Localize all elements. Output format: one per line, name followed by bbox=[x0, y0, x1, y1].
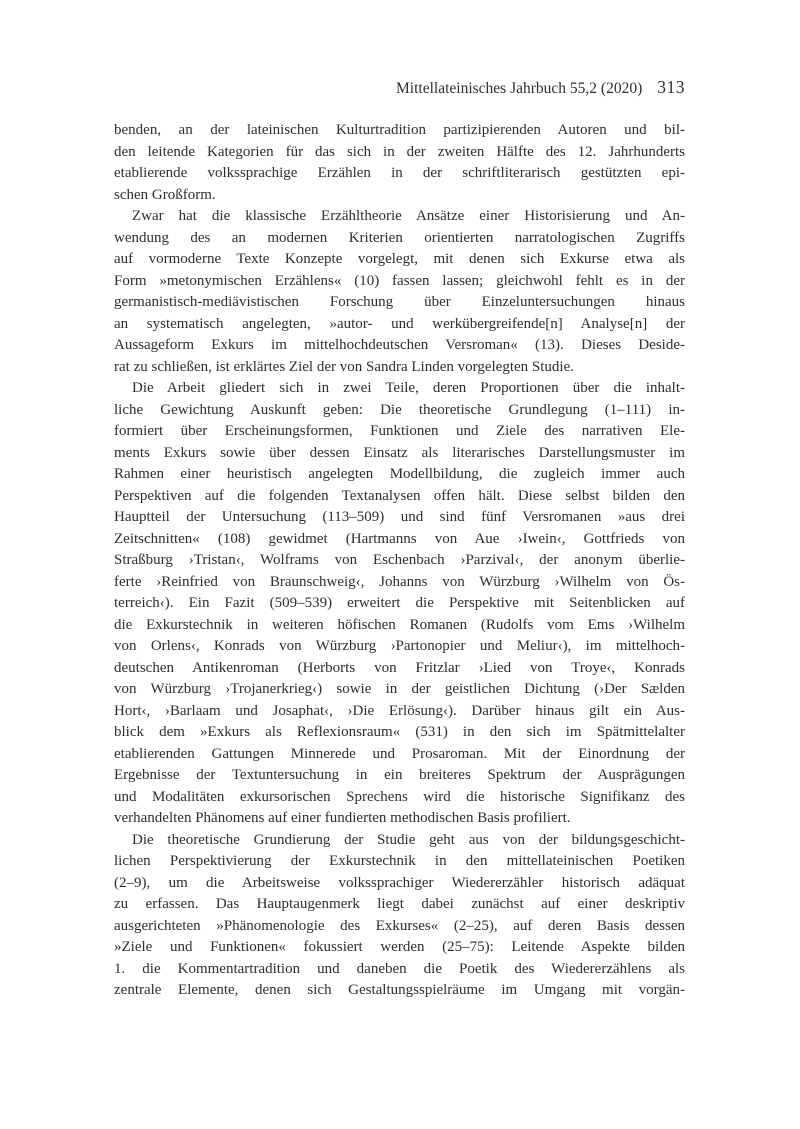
text-line: den leitende Kategorien für das sich in der zweiten Hälfte des 12. Jahrhunderts bbox=[114, 143, 685, 160]
text-line: Die theoretische Grundierung der Studie geht aus von der bildungsgeschicht- bbox=[132, 831, 685, 848]
text-line: Straßburg ›Tristan‹, Wolframs von Eschenbach ›Parzival‹, der anonym überlie- bbox=[114, 552, 685, 568]
text-line: Hauptteil der Untersuchung (113–509) und sind fünf Versromanen »aus drei bbox=[114, 509, 685, 525]
text-line: wendung des an modernen Kriterien orientierten narratologischen Zugriffs bbox=[114, 229, 685, 246]
journal-title: Mittellateinisches Jahrbuch 55,2 (2020) bbox=[396, 80, 643, 97]
text-line: Zeitschnitten« (108) gewidmet (Hartmanns von Aue ›Iwein‹, Gottfrieds von bbox=[114, 530, 685, 547]
text-line: Perspektiven auf die folgenden Textanalysen offen hält. Diese selbst bilden den bbox=[114, 487, 685, 504]
text-line: von Orlens‹, Konrads von Würzburg ›Partonopier und Meliur‹), im mittelhoch- bbox=[114, 638, 685, 654]
text-line: terreich‹). Ein Fazit (509–539) erweitert die Perspektive mit Seitenblicken auf bbox=[114, 595, 685, 611]
text-line: ferte ›Reinfried von Braunschweig‹, Johanns von Würzburg ›Wilhelm von Ös- bbox=[114, 573, 685, 590]
text-line: Ergebnisse der Textuntersuchung in ein breiteres Spektrum der Ausprägungen bbox=[114, 767, 685, 783]
paragraph bbox=[114, 206, 685, 378]
text-line: etablierenden Gattungen Minnerede und Prosaroman. Mit der Einordnung der bbox=[114, 745, 685, 762]
text-line: rat zu schließen, ist erklärtes Ziel der von Sandra Linden vorgelegten Studie. bbox=[114, 358, 574, 375]
text-line: ausgerichteten »Phänomenologie des Exkurses« (2–25), auf deren Basis dessen bbox=[114, 917, 685, 934]
text-line: (2–9), um die Arbeitsweise volkssprachiger Wiedererzähler historisch adäquat bbox=[114, 874, 685, 891]
text-line: blick dem »Exkurs als Reflexionsraum« (531) in den sich im Spätmittelalter bbox=[114, 724, 685, 740]
text-line: Die Arbeit gliedert sich in zwei Teile, deren Proportionen über die inhalt- bbox=[132, 380, 685, 396]
text-line: und Modalitäten exkursorischen Sprechens wird die historische Signifikanz des bbox=[114, 788, 685, 805]
text-line: lichen Perspektivierung der Exkurstechnik in den mittellateinischen Poetiken bbox=[114, 853, 685, 869]
text-line: schen Großform. bbox=[114, 186, 216, 203]
text-line: liche Gewichtung Auskunft geben: Die theoretische Grundlegung (1–111) in- bbox=[114, 401, 685, 418]
text-line: Rahmen einer heuristisch angelegten Modellbildung, die zugleich immer auch bbox=[114, 466, 685, 482]
text-line: benden, an der lateinischen Kulturtradition partizipierenden Autoren und bil- bbox=[114, 122, 685, 138]
text-line: ments Exkurs sowie über dessen Einsatz als literarisches Darstellungsmuster im bbox=[114, 444, 685, 461]
text-line: »Ziele und Funktionen« fokussiert werden (25–75): Leitende Aspekte bilden bbox=[114, 939, 685, 955]
text-line: verhandelten Phänomens auf einer fundierten methodischen Basis profiliert. bbox=[114, 810, 571, 826]
text-line: formiert über Erscheinungsformen, Funktionen und Ziele des narrativen Ele- bbox=[114, 423, 685, 439]
text-line: an systematisch angelegten, »autor- und werkübergreifende[n] Analyse[n] der bbox=[114, 315, 685, 332]
paragraph bbox=[114, 830, 685, 1002]
text-line: zentrale Elemente, denen sich Gestaltungsspielräume im Umgang mit vorgän- bbox=[114, 982, 685, 998]
text-line: deutschen Antikenroman (Herborts von Fritzlar ›Lied von Troye‹, Konrads bbox=[114, 659, 685, 676]
text-line: Aussageform Exkurs im mittelhochdeutschen Versroman« (13). Dieses Deside- bbox=[114, 337, 685, 353]
text-line: Zwar hat die klassische Erzähltheorie Ansätze einer Historisierung und An- bbox=[132, 208, 685, 224]
text-line: germanistisch-mediävistischen Forschung über Einzeluntersuchungen hinaus bbox=[114, 294, 685, 310]
text-line: Form »metonymischen Erzählens« (10) fassen lassen; gleichwohl fehlt es in der bbox=[114, 272, 685, 289]
page-number: 313 bbox=[657, 77, 685, 97]
text-line: zu erfassen. Das Hauptaugenmerk liegt dabei zunächst auf einer deskriptiv bbox=[114, 896, 685, 912]
running-head bbox=[396, 77, 685, 98]
text-line: die Exkurstechnik in weiteren höfischen Romanen (Rudolfs vom Ems ›Wilhelm bbox=[114, 616, 685, 633]
text-line: Hort‹, ›Barlaam und Josaphat‹, ›Die Erlösung‹). Darüber hinaus gilt ein Aus- bbox=[114, 702, 685, 719]
text-line: etablierende volkssprachige Erzählen in der schriftliterarisch gestützten epi- bbox=[114, 165, 685, 181]
text-line: von Würzburg ›Trojanerkrieg‹) sowie in der geistlichen Dichtung (›Der Sælden bbox=[114, 681, 685, 697]
text-line: auf vormoderne Texte Konzepte vorgelegt, mit denen sich Exkurse etwa als bbox=[114, 251, 685, 267]
paragraph bbox=[114, 120, 685, 206]
text-block bbox=[114, 120, 685, 1002]
text-line: 1. die Kommentartradition und daneben die Poetik des Wiedererzählens als bbox=[114, 960, 685, 977]
paragraph bbox=[114, 378, 685, 830]
